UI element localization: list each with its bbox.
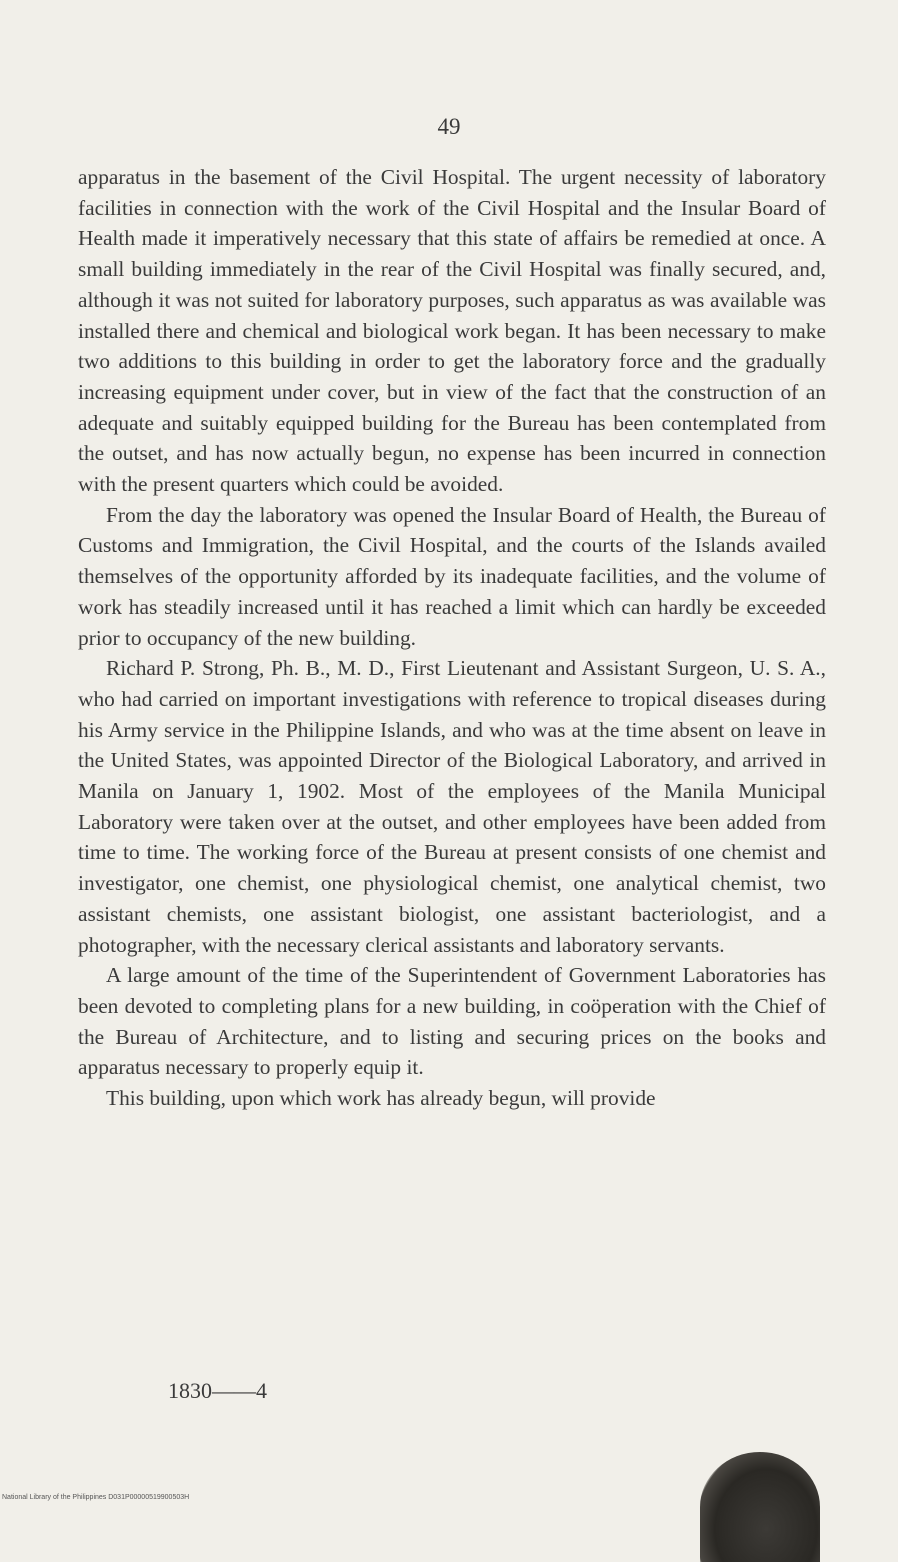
page-number: 49 bbox=[437, 114, 461, 139]
printer-signature-mark: 1830——4 bbox=[168, 1378, 267, 1403]
scanner-thumb-shadow bbox=[700, 1452, 820, 1562]
paragraph-2: From the day the laboratory was opened the Insular Board of Health, the Bureau of Customs and Immigration, the Civil Hospital, and the courts of the Islands availed themselves of the opportunity afforded by its inadequate facilities, and the volume of work has steadily increased until it has reached a limit which can hardly be exceeded prior to occupancy of the new building. bbox=[78, 502, 826, 650]
footer-credit: National Library of the Philippines D031P00000519900503H bbox=[2, 1494, 190, 1501]
paragraph-4: A large amount of the time of the Superintendent of Government Laboratories has been devoted to completing plans for a new building, in coöperation with the Chief of the Bureau of Architecture, and to listing and securing prices on the books and apparatus necessary to properly equip it. bbox=[78, 963, 826, 1080]
paragraph-1: apparatus in the basement of the Civil Hospital. The urgent necessity of laboratory facilities in connection with the work of the Civil Hospital and the Insular Board of Health made it imperatively necessary that this state of affairs be remedied at once. A small building immediately in the rear of the Civil Hospital was finally secured, and, although it was not suited for laboratory purposes, such apparatus as was available was installed there and chemical and biological work began. It has been necessary to make two additions to this building in order to get the laboratory force and the gradually increasing equipment under cover, but in view of the fact that the construction of an adequate and suitably equipped building for the Bureau has been contemplated from the outset, and has now actually begun, no expense has been incurred in connection with the present quarters which could be avoided. bbox=[78, 165, 826, 497]
paragraph-5: This building, upon which work has already begun, will provide bbox=[106, 1086, 656, 1111]
paragraph-3: Richard P. Strong, Ph. B., M. D., First Lieutenant and Assistant Surgeon, U. S. A., who had carried on important investigations with reference to tropical diseases during his Army service in the Philippine Islands, and who was at the time absent on leave in the United States, was appointed Director of the Biological Laboratory, and arrived in Manila on January 1, 1902. Most of the employees of the Manila Municipal Laboratory were taken over at the outset, and other employees have been added from time to time. The working force of the Bureau at present consists of one chemist and investigator, one chemist, one physiological chemist, one analytical chemist, two assistant chemists, one assistant biologist, one assistant bacteriologist, and a photographer, with the necessary clerical assistants and laboratory servants. bbox=[78, 656, 826, 957]
body-text bbox=[78, 162, 826, 1114]
